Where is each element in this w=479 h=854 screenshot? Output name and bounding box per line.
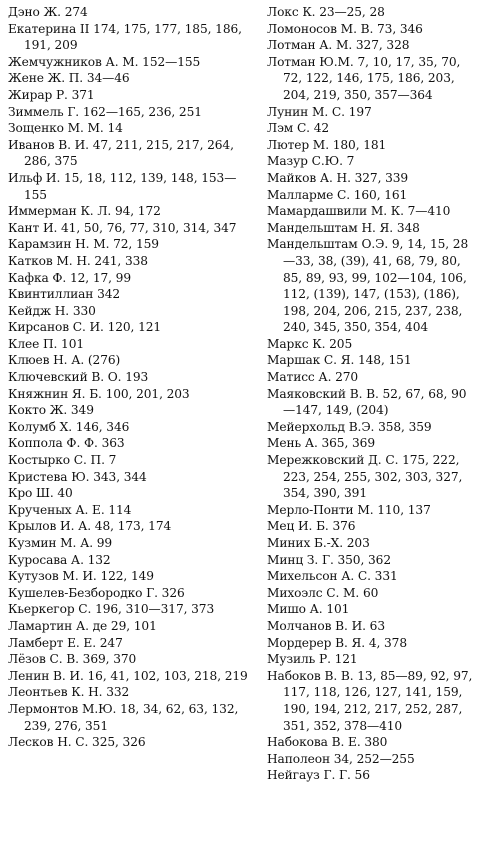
index-entry: Мень А. 365, 369 — [267, 436, 375, 451]
index-entry: Лермонтов М.Ю. 18, 34, 62, 63, 132, 239, 276, 351 — [8, 701, 239, 733]
index-entry: Клюев Н. А. (276) — [8, 353, 121, 368]
index-entry: Мамардашвили М. К. 7—410 — [267, 204, 451, 219]
index-entry: Костырко С. П. 7 — [8, 453, 117, 468]
index-entry: Мец И. Б. 376 — [267, 519, 356, 534]
index-entry: Ломоносов М. В. 73, 346 — [267, 21, 423, 36]
index-entry: Кафка Ф. 12, 17, 99 — [8, 270, 131, 285]
index-entry: Иммерман К. Л. 94, 172 — [8, 204, 161, 219]
index-entry: Наполеон 34, 252—255 — [267, 751, 415, 766]
index-entry: Жемчужников А. М. 152—155 — [8, 54, 201, 69]
index-entry: Зощенко М. М. 14 — [8, 121, 123, 136]
index-entry: Маяковский В. В. 52, 67, 68, 90—147, 149, (204) — [267, 386, 467, 418]
index-entry: Княжнин Я. Б. 100, 201, 203 — [8, 386, 190, 401]
index-entry: Набокова В. Е. 380 — [267, 735, 388, 750]
index-entry: Лэм С. 42 — [267, 121, 330, 136]
index-entry: Майков А. Н. 327, 339 — [267, 170, 409, 185]
index-left-column — [8, 4, 263, 854]
index-entry: Карамзин Н. М. 72, 159 — [8, 237, 159, 252]
index-entry: Ключевский В. О. 193 — [8, 370, 149, 385]
index-entry: Квинтиллиан 342 — [8, 287, 121, 302]
index-entry: Мандельштам О.Э. 9, 14, 15, 28—33, 38, (39), 41, 68, 79, 80, 85, 89, 93, 99, 102—104, 106, 112, (139), 147, (153), (186), 198, 204, 206, 215, 237, 238, 240, 345, 350, 354, 404 — [267, 237, 469, 335]
index-entry: Кутузов М. И. 122, 149 — [8, 569, 154, 584]
index-entry: Колумб Х. 146, 346 — [8, 419, 130, 434]
index-entry: Катков М. Н. 241, 338 — [8, 253, 148, 268]
index-entry: Кант И. 41, 50, 76, 77, 310, 314, 347 — [8, 220, 237, 235]
index-entry: Миних Б.-Х. 203 — [267, 536, 370, 550]
index-entry: Музиль Р. 121 — [267, 652, 358, 667]
index-entry: Ламберт Е. Е. 247 — [8, 635, 123, 650]
index-entry: Маркс К. 205 — [267, 336, 353, 351]
index-entry: Нейгауз Г. Г. 56 — [267, 768, 370, 783]
index-entry: Лотман А. М. 327, 328 — [267, 38, 410, 53]
index-entry: Молчанов В. И. 63 — [267, 618, 385, 633]
index-entry: Кьеркегор С. 196, 310—317, 373 — [8, 602, 215, 617]
index-entry: Иванов В. И. 47, 211, 215, 217, 264, 286, 375 — [8, 137, 234, 169]
index-entry: Куросава А. 132 — [8, 552, 111, 567]
index-entry: Екатерина II 174, 175, 177, 185, 186, 191, 209 — [8, 21, 242, 53]
index-entry: Кузмин М. А. 99 — [8, 536, 113, 550]
index-entry: Мишо А. 101 — [267, 602, 350, 617]
index-entry: Кокто Ж. 349 — [8, 403, 94, 418]
index-entry: Крученых А. Е. 114 — [8, 502, 132, 517]
index-entry: Лёзов С. В. 369, 370 — [8, 652, 137, 667]
index-entry: Михельсон А. С. 331 — [267, 569, 398, 584]
index-entry: Мордерер В. Я. 4, 378 — [267, 635, 407, 650]
index-entry: Маршак С. Я. 148, 151 — [267, 353, 412, 368]
index-entry: Дэно Ж. 274 — [8, 5, 88, 19]
index-entry: Кирсанов С. И. 120, 121 — [8, 320, 162, 335]
index-entry: Жене Ж. П. 34—46 — [8, 71, 130, 86]
index-entry: Набоков В. В. 13, 85—89, 92, 97, 117, 118, 126, 127, 141, 159, 190, 194, 212, 217, 252, 287, 351, 352, 378—410 — [267, 668, 473, 733]
index-entry: Кейдж Н. 330 — [8, 303, 96, 318]
index-entry: Лотман Ю.М. 7, 10, 17, 35, 70, 72, 122, 146, 175, 186, 203, 204, 219, 350, 357—364 — [267, 54, 461, 102]
index-entry: Ламартин А. де 29, 101 — [8, 618, 157, 633]
index-entry: Жирар Р. 371 — [8, 87, 95, 102]
index-entry: Лютер М. 180, 181 — [267, 137, 387, 152]
index-entry: Михоэлс С. М. 60 — [267, 585, 379, 600]
index-entry: Зиммель Г. 162—165, 236, 251 — [8, 104, 202, 119]
index-entry: Мерло-Понти М. 110, 137 — [267, 502, 431, 517]
index-entry: Малларме С. 160, 161 — [267, 187, 408, 202]
index-entry: Леонтьев К. Н. 332 — [8, 685, 130, 700]
index-entry: Кушелев-Безбородко Г. 326 — [8, 585, 185, 600]
index-entry: Мазур С.Ю. 7 — [267, 154, 355, 169]
index-right-column — [263, 4, 473, 854]
index-entry: Крылов И. А. 48, 173, 174 — [8, 519, 172, 534]
index-entry: Матисс А. 270 — [267, 370, 359, 385]
index-entry: Клее П. 101 — [8, 336, 85, 351]
index-entry: Мережковский Д. С. 175, 222, 223, 254, 255, 302, 303, 327, 354, 390, 391 — [267, 453, 463, 501]
index-entry: Ленин В. И. 16, 41, 102, 103, 218, 219 — [8, 668, 248, 683]
index-entry: Локс К. 23—25, 28 — [267, 5, 385, 19]
index-entry: Кро Ш. 40 — [8, 486, 73, 501]
index-entry: Ильф И. 15, 18, 112, 139, 148, 153—155 — [8, 170, 237, 202]
index-entry: Кристева Ю. 343, 344 — [8, 469, 147, 484]
index-entry: Коппола Ф. Ф. 363 — [8, 436, 125, 451]
index-entry: Лунин М. С. 197 — [267, 104, 372, 119]
index-entry: Минц З. Г. 350, 362 — [267, 552, 391, 567]
index-entry: Мандельштам Н. Я. 348 — [267, 220, 420, 235]
index-entry: Лесков Н. С. 325, 326 — [8, 735, 146, 750]
index-entry: Мейерхольд В.Э. 358, 359 — [267, 419, 432, 434]
